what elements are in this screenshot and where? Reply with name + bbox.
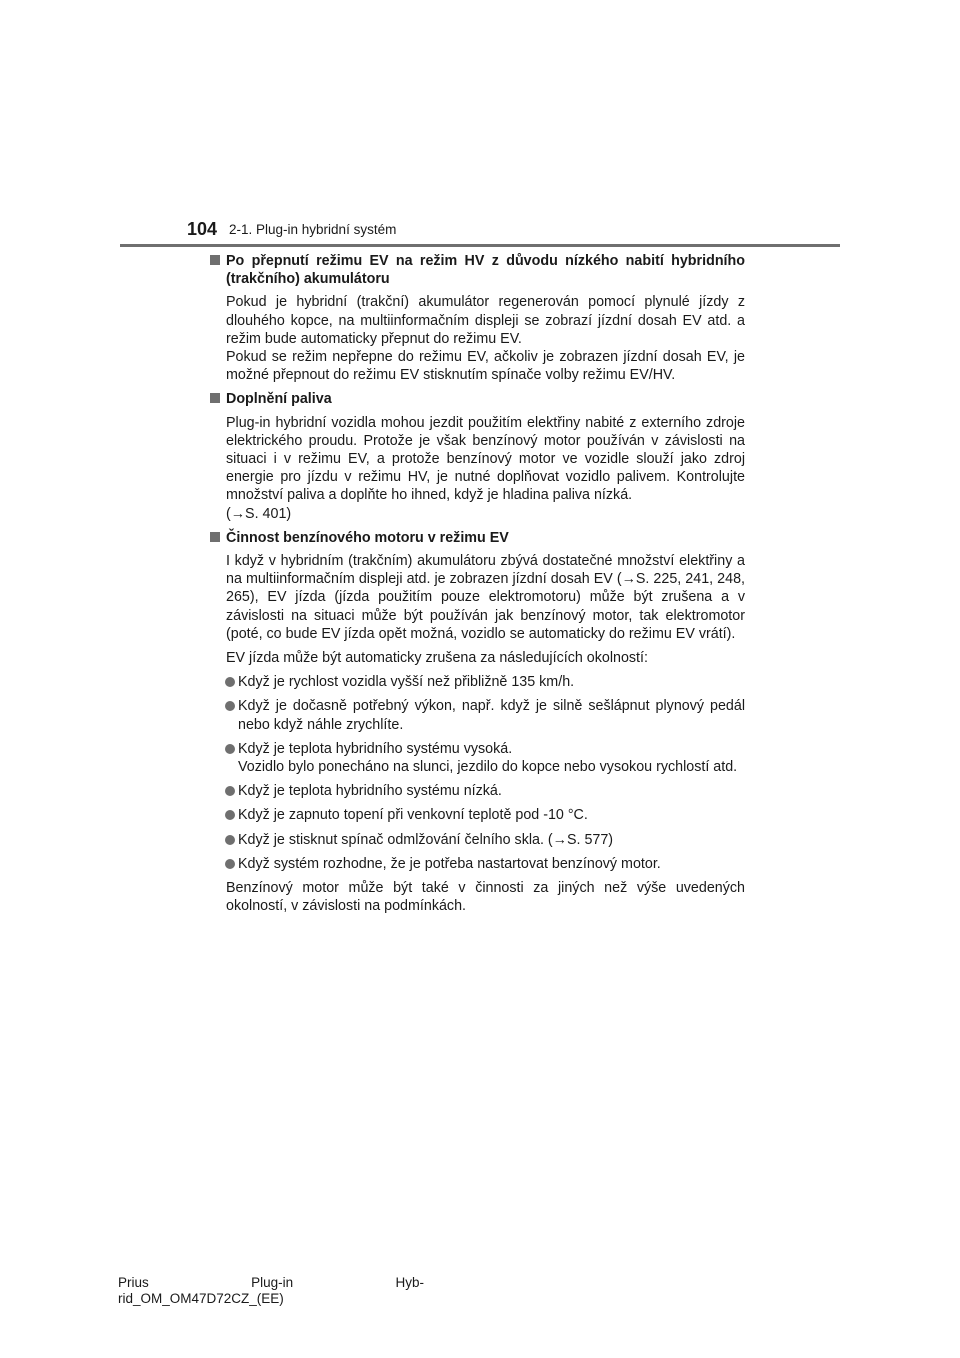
list-item: Když je zapnuto topení při venkovní teplotě pod -10 °C. [210,806,745,824]
footer-word: Plug-in [251,1275,294,1290]
list-item: Když je stisknut spínač odmlžování čelního skla. (→S. 577) [210,831,745,849]
section-title: Doplnění paliva [210,390,745,408]
section-title: Činnost benzínového motoru v režimu EV [210,529,745,547]
square-bullet-icon [210,393,220,403]
circle-bullet-icon [225,835,235,845]
section-paragraph: I když v hybridním (trakčním) akumulátoru zbývá dostatečné množství elektřiny a na multiinformačním displeji atd. je zobrazen jízdní dosah EV (→S. 225, 241, 248, 265), EV jízda (jízda použitím pouze elektromotoru) může být zrušena a v závislosti na situaci může být používán jak benzínový motor, tak elektromotor (poté, co bude EV jízda opět možná, vozidlo se automaticky do režimu EV vrátí). [226,553,745,642]
page-number: 104 [187,219,218,239]
list-item: Když je teplota hybridního systému vysoká. Vozidlo bylo ponecháno na slunci, jezdilo do kopce nebo vysokou rychlostí atd. [210,740,745,776]
chapter-title: 2-1. Plug-in hybridní systém [229,222,397,237]
page-footer [118,1275,438,1307]
circle-bullet-icon [225,810,235,820]
footer-line [118,1275,424,1291]
square-bullet-icon [210,532,220,542]
list-item: Když je teplota hybridního systému nízká. [210,782,745,800]
circle-bullet-icon [225,677,235,687]
page-content [210,252,745,922]
circle-bullet-icon [225,786,235,796]
footer-line: rid_OM_OM47D72CZ_(EE) [118,1291,284,1306]
closing-paragraph: Benzínový motor může být také v činnosti za jiných než výše uvedených okolností, v závislosti na podmínkách. [226,880,745,915]
footer-word: Prius [118,1275,149,1290]
footer-word: Hyb- [395,1275,424,1290]
section-title: Po přepnutí režimu EV na režim HV z důvodu nízkého nabití hybridního (trakčního) akumulátoru [210,252,745,288]
circle-bullet-icon [225,701,235,711]
list-item: Když systém rozhodne, že je potřeba nastartovat benzínový motor. [210,855,745,873]
header-rule [120,244,840,247]
section-paragraph: Pokud je hybridní (trakční) akumulátor regenerován pomocí plynulé jízdy z dlouhého kopce, na multiinformačním displeji se zobrazí jízdní dosah EV atd. a režim bude automaticky přepnut do režimu EV. Pokud se režim nepřepne do režimu EV, ačkoliv je zobrazen jízdní dosah EV, je možné přepnout do režimu EV stisknutím spínače volby režimu EV/HV. [226,294,745,384]
circle-bullet-icon [225,859,235,869]
list-item: Když je rychlost vozidla vyšší než přibližně 135 km/h. [210,673,745,691]
section-paragraph: EV jízda může být automaticky zrušena za následujících okolností: [226,650,648,667]
list-item: Když je dočasně potřebný výkon, např. když je silně sešlápnut plynový pedál nebo když náhle zrychlíte. [210,697,745,733]
square-bullet-icon [210,255,220,265]
circle-bullet-icon [225,744,235,754]
section-paragraph: Plug-in hybridní vozidla mohou jezdit použitím elektřiny nabité z externího zdroje elektrického proudu. Protože je však benzínový motor používán v závislosti na situaci i v režimu EV, a protože benzínový motor ve vozidle slouží jako zdroj energie pro jízdu v režimu HV, je nutné doplňovat vozidlo palivem. Kontrolujte množství paliva a doplňte ho ihned, když je hladina paliva nízká. (→S. 401) [226,414,745,522]
